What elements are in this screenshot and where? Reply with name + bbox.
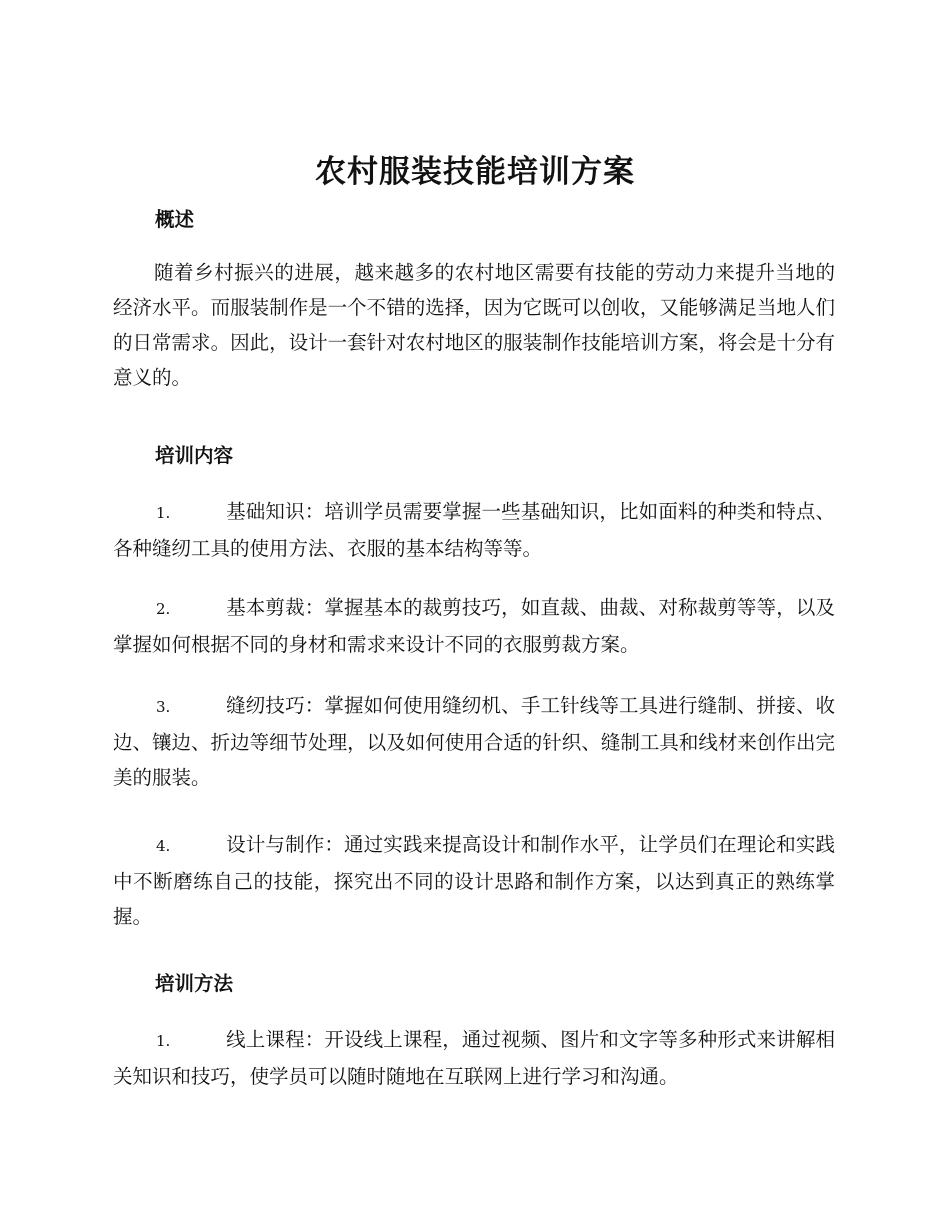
section-heading-content: 培训内容 — [155, 444, 234, 467]
list-item-number: 2. — [156, 600, 171, 618]
list-item-text: 基本剪裁：掌握基本的裁剪技巧，如直裁、曲裁、对称裁剪等等，以及掌握如何根据不同的身材和需求来设计不同的衣服剪裁方案。 — [113, 596, 835, 656]
content-list-item — [113, 494, 835, 566]
content-list-item — [113, 590, 835, 662]
list-item-number: 1. — [156, 504, 171, 522]
section-heading-overview: 概述 — [155, 208, 195, 231]
method-list-item — [113, 1022, 835, 1094]
list-item-text: 设计与制作：通过实践来提高设计和制作水平，让学员们在理论和实践中不断磨练自己的技能，探究出不同的设计思路和制作方案，以达到真正的熟练掌握。 — [113, 833, 835, 928]
document-title: 农村服装技能培训方案 — [315, 154, 635, 190]
overview-paragraph: 随着乡村振兴的进展，越来越多的农村地区需要有技能的劳动力来提升当地的经济水平。而服装制作是一个不错的选择，因为它既可以创收，又能够满足当地人们的日常需求。因此，设计一套针对农村地区的服装制作技能培训方案，将会是十分有意义的。 — [113, 261, 835, 389]
list-item-text: 基础知识：培训学员需要掌握一些基础知识，比如面料的种类和特点、各种缝纫工具的使用方法、衣服的基本结构等等。 — [113, 500, 835, 560]
section-heading-method: 培训方法 — [155, 972, 234, 995]
list-item-text: 线上课程：开设线上课程，通过视频、图片和文字等多种形式来讲解相关知识和技巧，使学员可以随时随地在互联网上进行学习和沟通。 — [113, 1028, 835, 1088]
content-list-item — [113, 827, 835, 934]
list-item-number: 4. — [156, 837, 171, 855]
list-item-number: 1. — [156, 1032, 171, 1050]
list-item-number: 3. — [156, 698, 171, 716]
content-list-item — [113, 688, 835, 795]
list-item-text: 缝纫技巧：掌握如何使用缝纫机、手工针线等工具进行缝制、拼接、收边、镶边、折边等细节处理，以及如何使用合适的针织、缝制工具和线材来创作出完美的服装。 — [113, 694, 835, 789]
